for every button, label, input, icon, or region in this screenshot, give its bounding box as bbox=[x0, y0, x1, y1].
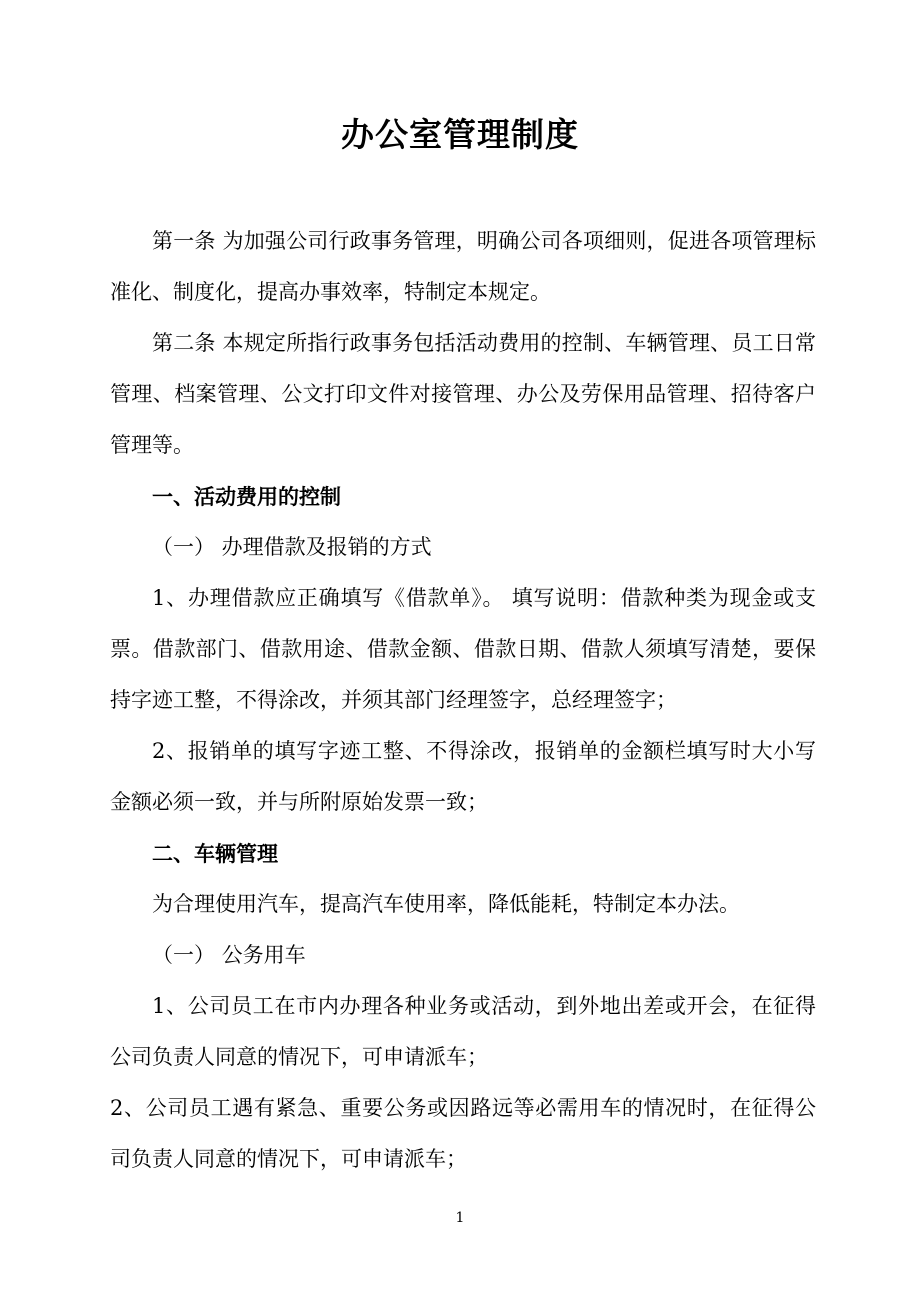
section-heading-vehicle-management: 二、车辆管理 bbox=[152, 841, 278, 866]
vehicle-management-intro: 为合理使用汽车，提高汽车使用率，降低能耗，特制定本办法。 bbox=[152, 892, 740, 916]
section-heading-activity-expenses: 一、活动费用的控制 bbox=[152, 484, 341, 509]
article-1: 第一条 为加强公司行政事务管理，明确公司各项细则，促进各项管理标准化、制度化，提高办事效率，特制定本规定。 bbox=[110, 229, 816, 304]
clause-vehicle-request-business: 1、公司员工在市内办理各种业务或活动，到外地出差或开会，在征得公司负责人同意的情况下，可申请派车； bbox=[110, 994, 816, 1069]
document-body bbox=[110, 216, 816, 1185]
article-2: 第二条 本规定所指行政事务包括活动费用的控制、车辆管理、员工日常管理、档案管理、公文打印文件对接管理、办公及劳保用品管理、招待客户管理等。 bbox=[110, 331, 816, 457]
clause-vehicle-request-urgent: 2、公司员工遇有紧急、重要公务或因路远等必需用车的情况时，在征得公司负责人同意的情况下，可申请派车； bbox=[110, 1096, 816, 1171]
document-title: 办公室管理制度 bbox=[341, 115, 579, 154]
page-number: 1 bbox=[455, 1210, 465, 1226]
subsection-official-vehicle-use: （一） 公务用车 bbox=[152, 943, 306, 967]
subsection-loan-reimbursement: （一） 办理借款及报销的方式 bbox=[152, 535, 432, 559]
clause-loan-form: 1、办理借款应正确填写《借款单》。 填写说明：借款种类为现金或支票。借款部门、借款用途、借款金额、借款日期、借款人须填写清楚，要保持字迹工整，不得涂改，并须其部门经理签字，总经理签字； bbox=[110, 586, 816, 712]
clause-reimbursement-form: 2、报销单的填写字迹工整、不得涂改，报销单的金额栏填写时大小写金额必须一致，并与所附原始发票一致； bbox=[110, 739, 816, 814]
